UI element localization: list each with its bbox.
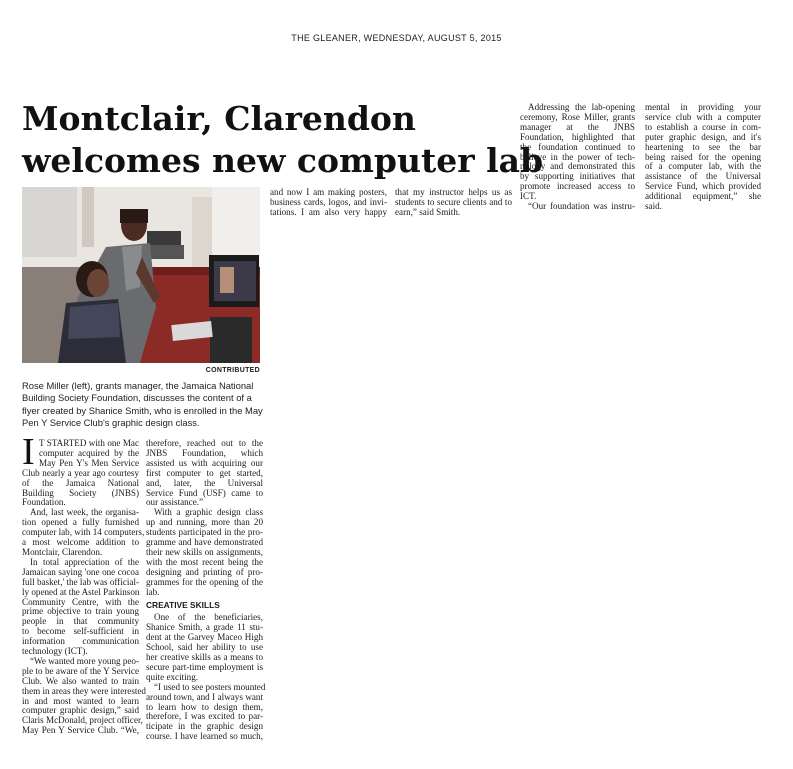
text-line: around town, and I always want [146,691,263,702]
text-line: Service Fund (USF) came to [146,487,263,498]
text-line: ICT. [520,191,537,202]
text-line: additional equipment,” she [645,191,761,202]
text-line: full basket,' the lab was official- [22,576,139,587]
text-line: service club with a computer [645,111,761,122]
text-line: gramme and have demonstrated [146,537,263,548]
text-line: up and running, more than 20 [146,517,263,528]
text-line: Community Centre, with the [22,596,139,607]
article-photo [22,187,260,363]
subheading: CREATIVE SKILLS [146,599,220,610]
text-line: May Pen Y's Men Service [39,457,139,468]
text-line: Montclair, Clarendon. [22,546,103,557]
text-line: course. I have learned so much, [146,731,263,742]
photo-caption [22,380,262,430]
text-line: JNBS Foundation, which [146,447,263,458]
text-line: Service Fund, which provided [645,181,761,192]
text-line: a most welcome addition to [22,537,139,548]
caption-line: Building Society Foundation, discusses the content of a [22,392,252,404]
text-line: computer lab, with 14 computers, [22,527,145,538]
text-line: “We wanted more young peo- [30,655,139,666]
text-line: “Our foundation was instru- [528,201,635,212]
text-line: lab. [146,586,160,597]
text-line: assisted us with acquiring our [146,457,263,468]
text-line: heartening to see the bar [645,141,761,152]
text-line: by supporting initiatives that [520,171,635,182]
text-line: ly opened at the Astel Parkinson [22,586,140,597]
text-line: information communication [22,636,139,647]
text-line: mental in providing your [645,102,761,112]
text-line: May Pen Y Service Club. “We, [22,725,139,736]
text-line: therefore, reached out to the [146,438,263,448]
text-line: tations. I am also very happy [270,206,387,217]
text-line: Foundation, highlighted that [520,131,635,142]
headline-line: Montclair, Clarendon [22,99,416,138]
caption-line: Pen Y Service Club's graphic design class. [22,417,200,429]
text-line: earn,” said Smith. [395,206,461,217]
text-line: manager at the JNBS [520,121,635,132]
photo-credit: CONTRIBUTED [205,367,260,374]
text-line: puter graphic design, and it's [645,131,761,142]
caption-line: flyer created by Shanice Smith, who is enrolled in the May [22,404,263,416]
text-line: students participated in the pro- [146,527,263,538]
text-line: One of the beneficiaries, [154,612,263,623]
text-line: Club. We also wanted to train [22,675,139,686]
text-line: ceremony, Rose Miller, grants [520,111,635,122]
text-line: “I used to see posters mounted [154,681,266,692]
text-line: and now I am making posters, [270,187,387,197]
text-line: designing and printing of pro- [146,566,263,577]
text-line: the foundation continued to [520,141,635,152]
text-line: dent at the Garvey Maceo High [146,632,263,643]
text-line: Addressing the lab-opening [528,102,635,112]
article-column-5 [520,103,635,212]
text-line: to become self-sufficient in [22,626,139,637]
text-line: people in that community [22,616,139,627]
article-column-3 [270,188,387,218]
text-line: with the most recent being the [146,556,263,567]
text-line: believe in the power of tech- [520,151,635,162]
text-line: computer graphic design,” said [22,705,139,716]
text-line: being raised for the opening [645,151,761,162]
text-line: that my instructor helps us as [395,187,512,197]
text-line: to learn how to design them, [146,701,263,712]
article-column-2 [146,438,266,742]
text-line: them in areas they were interested [22,685,146,696]
text-line: School, said her ability to use [146,642,263,653]
text-line: ticipate in the graphic design [146,721,263,732]
masthead: THE GLEANER, WEDNESDAY, AUGUST 5, 2015 [291,33,502,43]
text-line: promote increased access to [520,181,635,192]
text-line: tion opened a fully furnished [22,517,139,528]
text-line: students to secure clients and to [395,196,512,207]
text-line: T STARTED with one Mac [39,438,139,448]
caption-line: Rose Miller (left), grants manager, the Jamaica National [22,380,254,391]
text-line: said. [645,201,662,212]
text-line: nology and demonstrated this [520,161,635,172]
text-line: of the Jamaica National [22,477,139,488]
article-column-1 [22,431,146,736]
text-line: of a computer lab, with the [645,161,761,172]
text-line: In total appreciation of the [30,556,139,567]
text-line: computer acquired by the [39,447,139,458]
text-line: Jamaican saying 'one one cocoa [22,566,139,577]
drop-cap: I [22,431,35,473]
article-column-4 [395,188,512,218]
text-line: secure part-time employment is [146,661,263,672]
text-line: Club nearly a year ago courtesy [22,467,139,478]
text-line: ple to be aware of the Y Service [22,665,139,676]
text-line: prime objective to train young [22,606,139,617]
text-line: first computer to get started, [146,467,263,478]
text-line: technology (ICT). [22,646,88,657]
text-line: quite exciting. [146,671,199,682]
text-line: therefore, I was excited to par- [146,711,263,722]
text-line: to establish a course in com- [645,121,761,132]
text-line: assistance of the Universal [645,171,761,182]
text-line: business cards, logos, and invi- [270,196,387,207]
text-line: Claris McDonald, project officer, [22,715,143,726]
headline [22,98,544,182]
text-line: their new skills on assignments, [146,546,263,557]
text-line: grammes for the opening of the [146,576,263,587]
text-line: in and most wanted to learn [22,695,139,706]
article-column-6 [645,103,761,212]
headline-line: welcomes new computer lab [22,141,544,180]
text-line: our assistance.” [146,497,204,508]
text-line: her creative skills as a means to [146,652,263,663]
text-line: Building Society (JNBS) [22,487,139,498]
text-line: and, later, the Universal [146,477,263,488]
text-line: And, last week, the organisa- [30,507,139,518]
text-line: Foundation. [22,497,66,508]
text-line: With a graphic design class [154,507,263,518]
text-line: Shanice Smith, a grade 11 stu- [146,622,263,633]
